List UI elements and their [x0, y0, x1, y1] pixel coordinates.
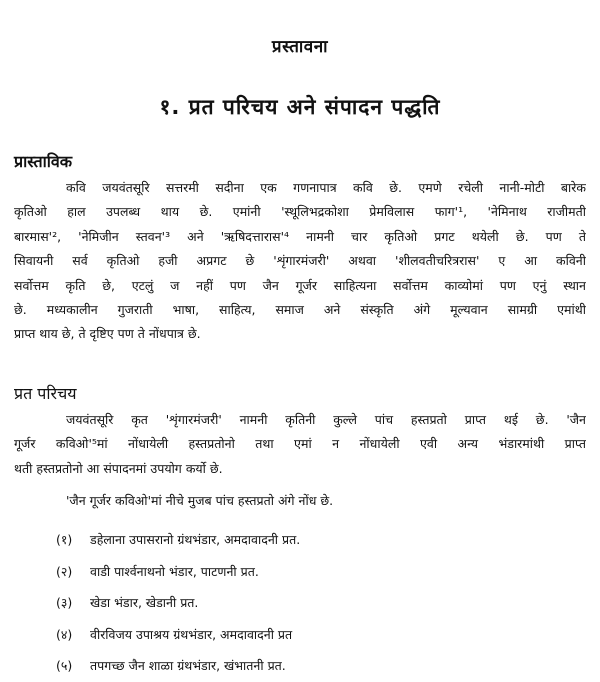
list-number: (१): [56, 532, 73, 548]
list-item: [56, 650, 300, 682]
list-text: वाडी पार्श्वनाथनो भंडार, पाटणनी प्रत.: [90, 563, 259, 579]
list-text: वीरविजय उपाश्रय ग्रंथभंडार, अमदावादनी प्रत: [90, 626, 293, 642]
preface-heading: प्रस्तावना: [271, 37, 329, 57]
section-title-preface: प्रास्ताविक: [14, 152, 73, 171]
paragraph-line: कवि जयवंतसूरि सत्तरमी सदीना एक गणनापात्र कवि छे. एमणे रचेली नानी-मोटी बारेक: [66, 180, 586, 195]
preface-paragraph: [14, 176, 586, 347]
paragraph-line: छे. मध्यकालीन गुजराती भाषा, साहित्य, समाज अने संस्कृति अंगे मूल्यवान सामग्री एमांथी: [14, 302, 586, 318]
chapter-heading: १. प्रत परिचय अने संपादन पद्धति: [159, 95, 441, 119]
list-text: खेडा भंडार, खेडानी प्रत.: [90, 595, 199, 611]
paragraph-line: जयवंतसूरि कृत 'शृंगारमंजरी' नामनी कृतिनी कुल्ले पांच हस्तप्रतो प्राप्त थई छे. 'जैन: [66, 412, 586, 427]
list-item: [56, 587, 300, 619]
list-item: [56, 556, 300, 588]
list-number: (४): [56, 626, 73, 642]
paragraph-line: थती हस्तप्रतोनो आ संपादनमां उपयोग कर्यो छे.: [14, 460, 223, 476]
manuscripts-paragraph: [14, 408, 586, 481]
paragraph-line: सिवायनी सर्व कृतिओ हजी अप्रगट छे 'शृंगारमंजरी' अथवा 'शीलवतीचरित्ररास' ए आ कविनी: [14, 253, 586, 269]
manuscripts-intro: 'जैन गूर्जर कविओ'मां नीचे मुजब पांच हस्तप्रतो अंगे नोंध छे.: [66, 493, 334, 508]
list-item: [56, 524, 300, 556]
section-title-manuscripts: प्रत परिचय: [14, 384, 77, 403]
paragraph-line: प्राप्त थाय छे, ते दृष्टिए पण ते नोंधपात्र छे.: [14, 326, 201, 342]
paragraph-line: कृतिओ हाल उपलब्ध थाय छे. एमांनी 'स्थूलिभद्रकोशा प्रेमविलास फाग'¹, 'नेमिनाथ राजीमती: [14, 204, 586, 220]
paragraph-line: गूर्जर कविओ'⁵मां नोंधायेली हस्तप्रतोनो तथा एमां न नोंधायेली एवी अन्य भंडारमांथी प्राप्त: [14, 436, 586, 452]
list-number: (५): [56, 658, 73, 674]
manuscript-list: [56, 524, 300, 682]
list-text: तपगच्छ जैन शाळा ग्रंथभंडार, खंभातनी प्रत.: [90, 658, 286, 674]
list-item: [56, 619, 300, 651]
list-text: डहेलाना उपासरानो ग्रंथभंडार, अमदावादनी प्रत.: [90, 532, 301, 548]
list-number: (३): [56, 595, 73, 611]
list-number: (२): [56, 563, 73, 579]
paragraph-line: सर्वोत्तम कृति छे, एटलुं ज नहीं पण जैन गूर्जर साहित्यना सर्वोत्तम काव्योमां पण एनुं स्थान: [14, 277, 586, 293]
paragraph-line: बारमास'², 'नेमिजीन स्तवन'³ अने 'ऋषिदत्तारास'⁴ नामनी चार कृतिओ प्रगट थयेली छे. पण ते: [14, 228, 586, 244]
